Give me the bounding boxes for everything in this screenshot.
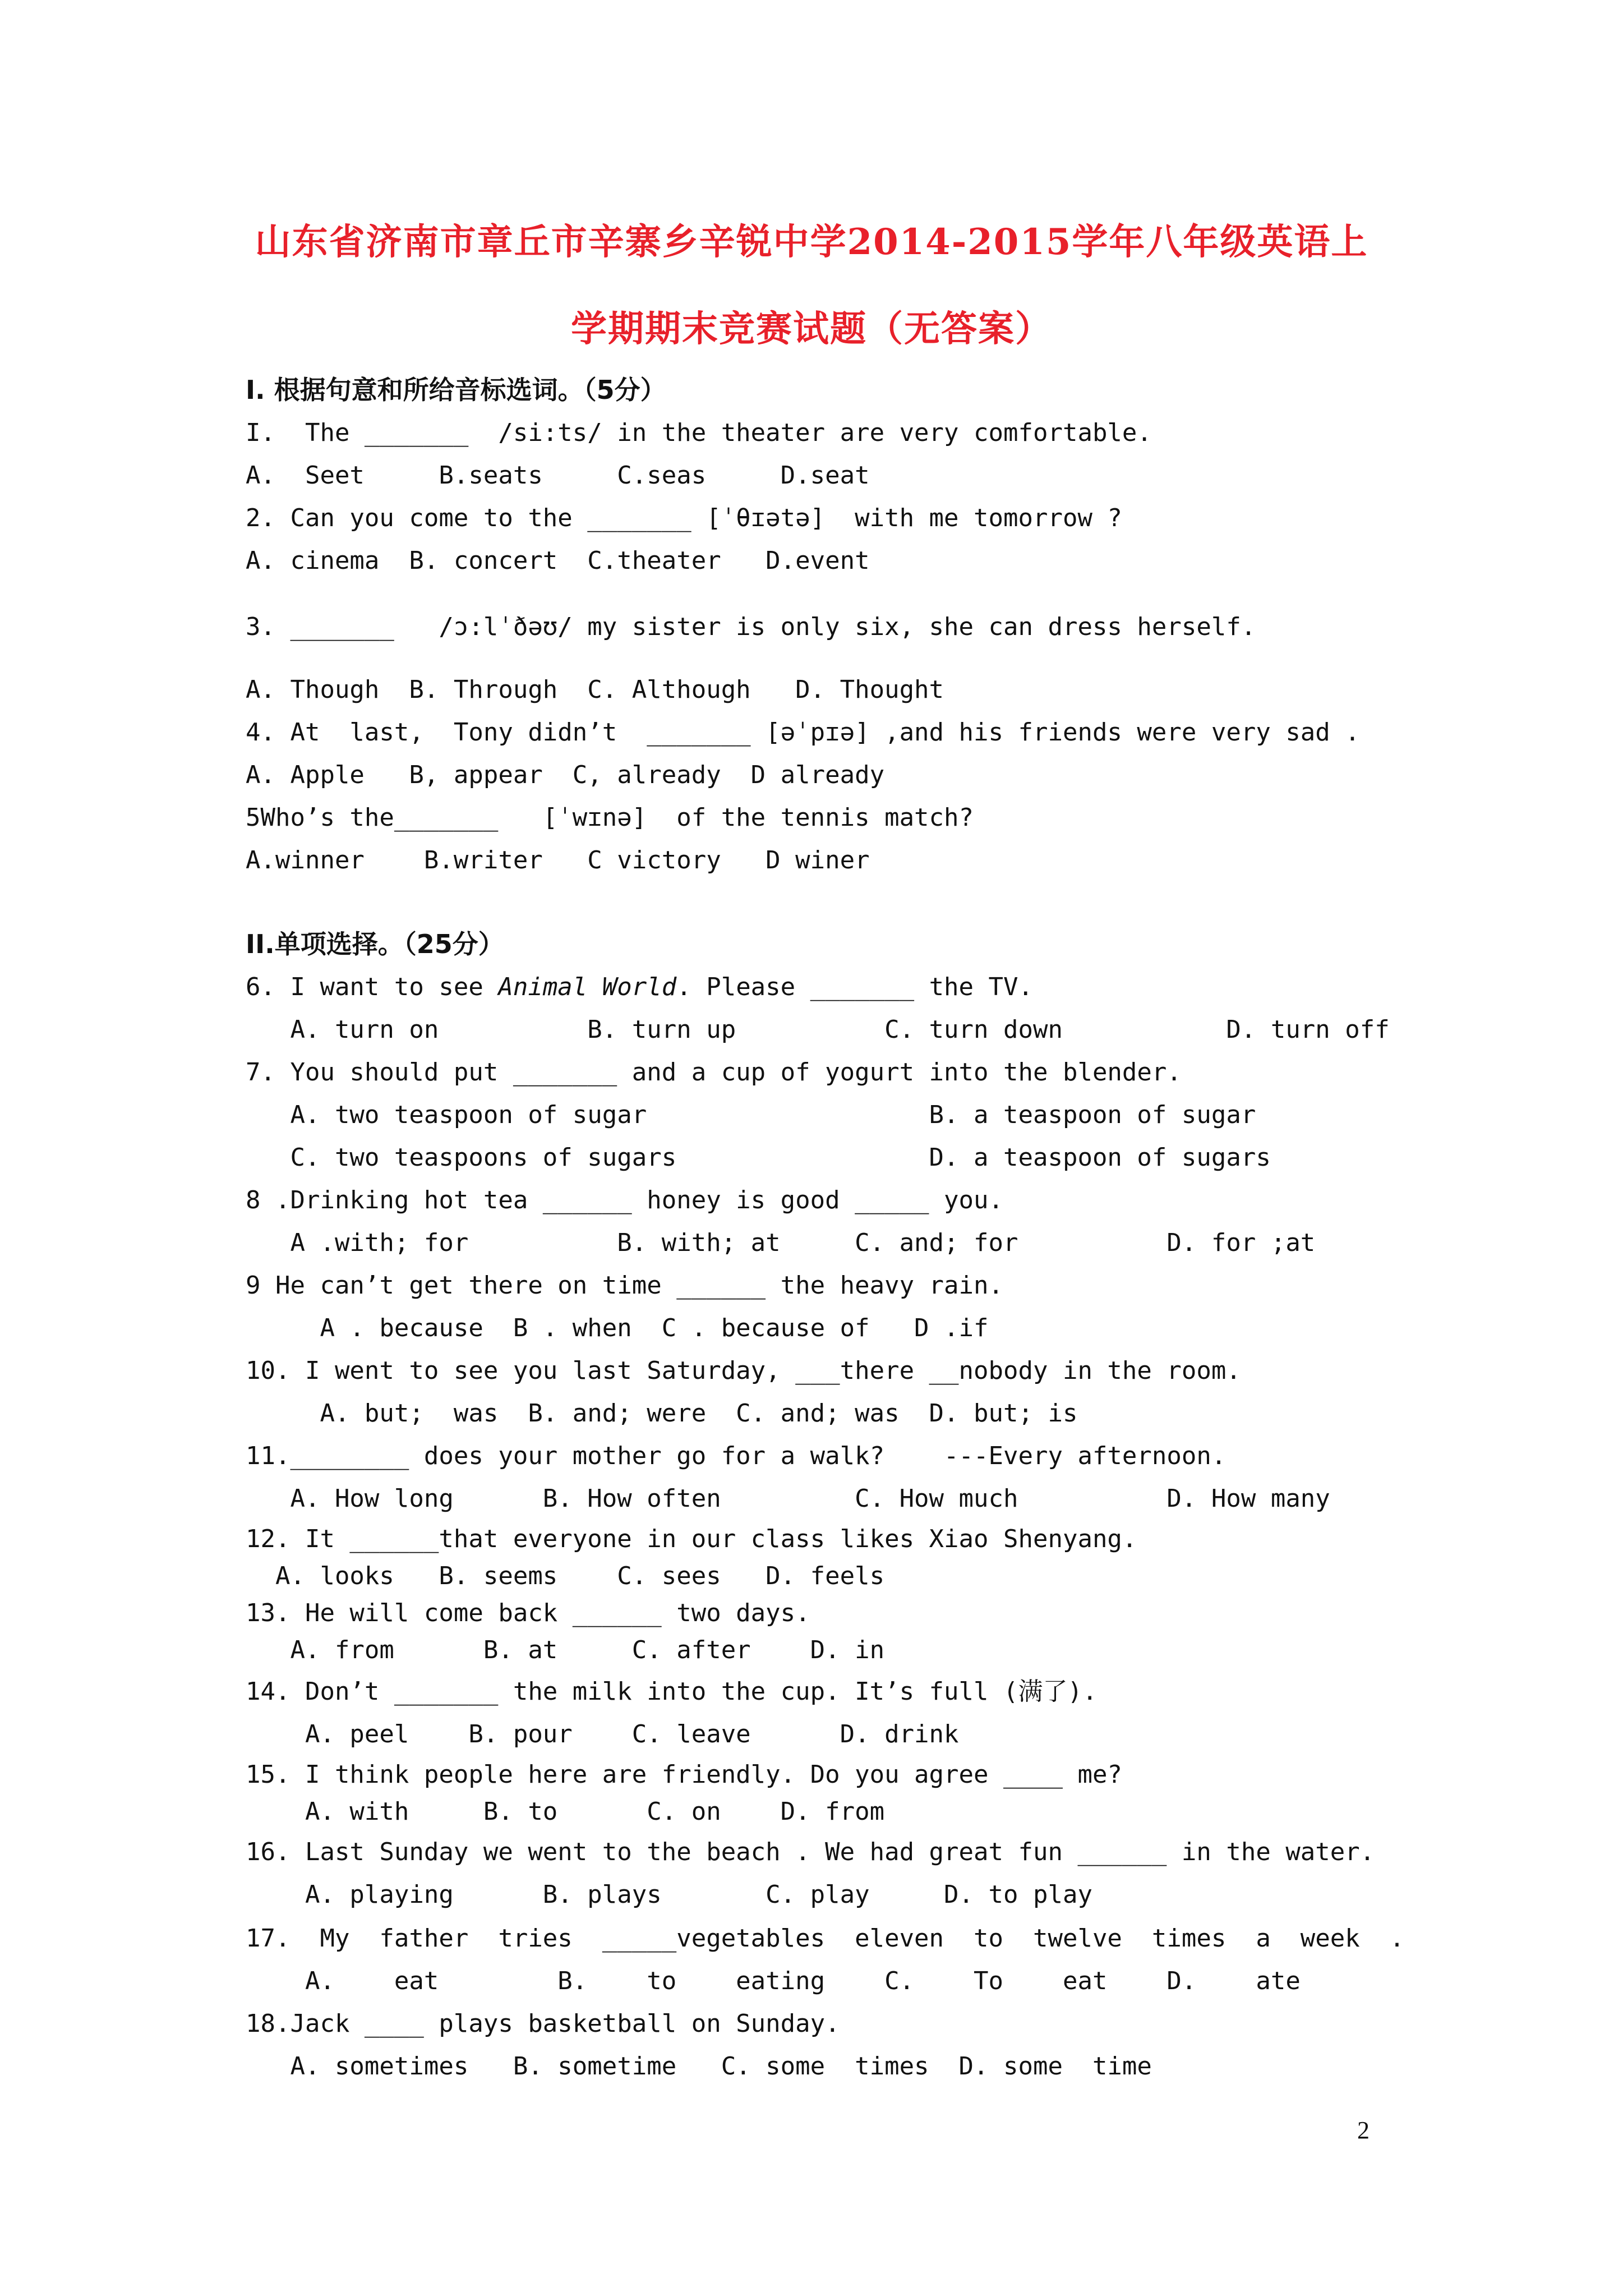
s2-line-19: 15. I think people here are friendly. Do you agree ____ me? (246, 1760, 1122, 1789)
s2-question-6 (246, 975, 1033, 1000)
s2-line-8: A . because B . when C . because of D .if (246, 1314, 989, 1342)
s2-line-22: A. playing B. plays C. play D. to play (246, 1880, 1092, 1909)
s1-line-1: I. The _______ /si:ts/ in the theater are very comfortable. (246, 418, 1152, 447)
title-line-2: 学期期末竞赛试题（无答案） (571, 308, 1052, 350)
s2-line-18: A. peel B. pour C. leave D. drink (246, 1720, 959, 1749)
s2-line-15: 13. He will come back ______ two days. (246, 1599, 810, 1627)
s1-line-10: A.winner B.writer C victory D winer (246, 846, 870, 875)
s1-line-8: A. Apple B, appear C, already D already (246, 761, 885, 789)
s1-line-4: A. cinema B. concert C.theater D.event (246, 546, 870, 575)
s2-line-12: A. How long B. How often C. How much D. How many (246, 1484, 1330, 1513)
s2-line-20: A. with B. to C. on D. from (246, 1797, 885, 1826)
q6-suffix: . Please _______ the TV. (676, 973, 1033, 1001)
q6-prefix: 6. I want to see (246, 973, 499, 1001)
s2-line-11: 11.________ does your mother go for a walk? ---Every afternoon. (246, 1442, 1227, 1470)
s2-line-10: A. but; was B. and; were C. and; was D. but; is (246, 1399, 1078, 1428)
s2-line-4: C. two teaspoons of sugars D. a teaspoon of sugars (246, 1143, 1271, 1172)
s1-line-9: 5Who’s the_______ [ˈwɪnə] of the tennis match? (246, 803, 974, 832)
s1-line-6: A. Though B. Through C. Although D. Thought (246, 675, 944, 704)
s2-line-3: A. two teaspoon of sugar B. a teaspoon of sugar (246, 1101, 1256, 1129)
section-1-heading: I. 根据句意和所给音标选词。（5分） (246, 375, 666, 405)
s2-line-21: 16. Last Sunday we went to the beach . We had great fun ______ in the water. (246, 1838, 1375, 1866)
s2-line-14: A. looks B. seems C. sees D. feels (246, 1562, 885, 1590)
s2-line-17: 14. Don’t _______ the milk into the cup. It’s full (满了). (246, 1677, 1098, 1706)
s2-line-16: A. from B. at C. after D. in (246, 1636, 885, 1664)
s1-line-5: 3. _______ /ɔ:lˈðəʊ/ my sister is only six, she can dress herself. (246, 613, 1256, 641)
s2-line-25: 18.Jack ____ plays basketball on Sunday. (246, 2009, 840, 2038)
q6-italic-title: Animal World (498, 973, 677, 1001)
s2-line-13: 12. It ______that everyone in our class likes Xiao Shenyang. (246, 1525, 1137, 1553)
page-number: 2 (1357, 2116, 1370, 2144)
s2-line-7: 9 He can’t get there on time ______ the heavy rain. (246, 1271, 1004, 1300)
s2-line-5: 8 .Drinking hot tea ______ honey is good _____ you. (246, 1186, 1004, 1214)
s2-line-1: A. turn on B. turn up C. turn down D. turn off (246, 1015, 1390, 1044)
s1-line-2: A. Seet B.seats C.seas D.seat (246, 461, 870, 490)
s2-line-9: 10. I went to see you last Saturday, ___there __nobody in the room. (246, 1356, 1241, 1385)
s2-line-2: 7. You should put _______ and a cup of yogurt into the blender. (246, 1058, 1182, 1087)
s1-line-7: 4. At last, Tony didn’t _______ [əˈpɪə] ,and his friends were very sad . (246, 718, 1360, 747)
s2-line-26: A. sometimes B. sometime C. some times D. some time (246, 2052, 1152, 2081)
title-line-1: 山东省济南市章丘市辛寨乡辛锐中学2014-2015学年八年级英语上 (255, 221, 1368, 263)
s2-line-23: 17. My father tries _____vegetables eleven to twelve times a week . (246, 1924, 1405, 1953)
s1-line-3: 2. Can you come to the _______ [ˈθɪətə] with me tomorrow ? (246, 504, 1122, 532)
s2-line-6: A .with; for B. with; at C. and; for D. for ;at (246, 1228, 1316, 1257)
s2-line-24: A. eat B. to eating C. To eat D. ate (246, 1967, 1301, 1995)
section-2-heading: II.单项选择。（25分） (246, 929, 504, 959)
